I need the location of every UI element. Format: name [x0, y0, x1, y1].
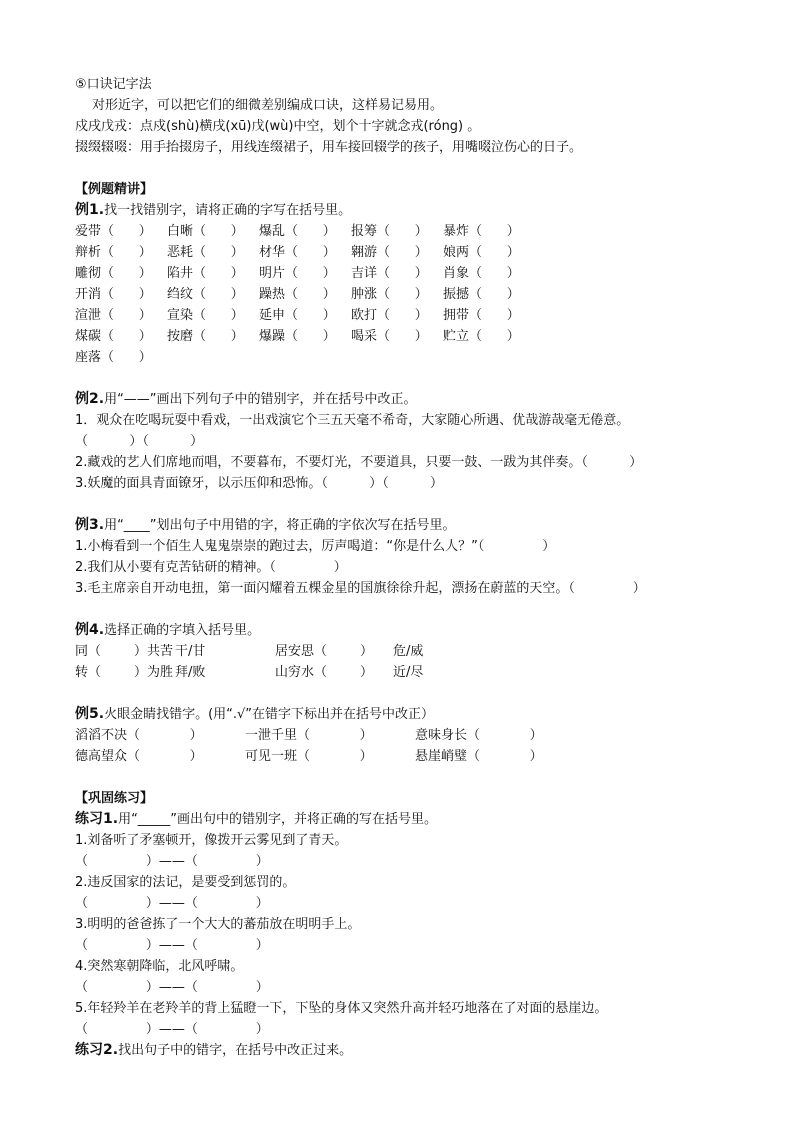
example-5-row: 滔滔不决（ ） 一泄千里（ ） 意味身长（ ）: [75, 728, 543, 743]
example-1-cell: 宣染（ ）: [167, 308, 244, 323]
example-3-prompt: 例3.用“____”划出句子中用错的字，将正确的字依次写在括号里。: [75, 517, 456, 533]
practice-1-sentence: 2.违反国家的法记，是要受到惩罚的。: [75, 875, 296, 890]
example-4-row: 转（ ）为胜 拜/败 山穷水（ ） 近/尽: [75, 665, 424, 680]
example-1-cell: 明片（ ）: [259, 266, 336, 281]
practice-1-label: 练习1.: [75, 811, 119, 827]
example-3-sentence-3: 3.毛主席亲自开动电扭，第一面闪耀着五棵金星的国旗徐徐升起，漂扬在蔚蓝的天空。（ ）: [75, 581, 646, 596]
example-1-prompt: 例1.找一找错别字，请将正确的字写在括号里。: [75, 202, 352, 218]
example-1-cell: 陷井（ ）: [167, 266, 244, 281]
mnemonic-intro: 对形近字，可以把它们的细微差别编成口诀，这样易记易用。: [92, 98, 444, 113]
practice-heading: 【巩固练习】: [75, 791, 154, 806]
example-1-cell: 吉详（ ）: [351, 266, 428, 281]
example-1-cell: 座落（ ）: [75, 350, 152, 365]
example-1-cell: 白晰（ ）: [167, 224, 244, 239]
example-1-cell: 振撼（ ）: [443, 287, 520, 302]
example-1-cell: 报筹（ ）: [351, 224, 428, 239]
example-1-cell: 爱带（ ）: [75, 224, 152, 239]
example-4-prompt: 例4.选择正确的字填入括号里。: [75, 622, 261, 638]
example-1-label: 例1.: [75, 202, 105, 218]
practice-1-sentence: 3.明明的爸爸拣了一个大大的蕃茄放在明明手上。: [75, 917, 361, 932]
practice-1-answer: （ ）——（ ）: [75, 1022, 269, 1037]
example-3-label: 例3.: [75, 517, 105, 533]
example-2-sentence-2: 2.藏戏的艺人们席地而唱，不要暮布，不要灯光，不要道具，只要一鼓、一跋为其伴奏。（ ）: [75, 455, 643, 470]
example-1-cell: 绉纹（ ）: [167, 287, 244, 302]
example-1-cell: 喝采（ ）: [351, 329, 428, 344]
example-4-row: 同（ ）共苦 干/甘 居安思（ ） 危/威: [75, 644, 424, 659]
example-1-cell: 暴炸（ ）: [443, 224, 520, 239]
practice-2-prompt: 练习2.找出句子中的错字，在括号中改正过来。: [75, 1042, 353, 1058]
worksheet-page: [75, 74, 735, 1061]
example-1-cell: 辩析（ ）: [75, 245, 152, 260]
example-1-cell: 爆躁（ ）: [259, 329, 336, 344]
example-1-cell: 煤碳（ ）: [75, 329, 152, 344]
example-1-cell: 爆乱（ ）: [259, 224, 336, 239]
practice-2-label: 练习2.: [75, 1042, 119, 1058]
example-1-row: [75, 263, 735, 284]
example-1-row: [75, 305, 735, 326]
example-1-row: [75, 347, 735, 368]
example-1-cell: 材华（ ）: [259, 245, 336, 260]
mnemonic-rule-1: 戍戌戊戎：点戍(shù)横戌(xū)戊(wù)中空，划个十字就念戎(róng) 。: [75, 119, 481, 134]
example-1-cell: 娘两（ ）: [443, 245, 520, 260]
mnemonic-title: ⑤口诀记字法: [75, 77, 152, 92]
practice-1-answer: （ ）——（ ）: [75, 938, 269, 953]
practice-1-answer: （ ）——（ ）: [75, 896, 269, 911]
practice-1-prompt: 练习1.用“_____”画出句中的错别字，并将正确的写在括号里。: [75, 811, 438, 827]
example-1-cell: 欧打（ ）: [351, 308, 428, 323]
example-5-label: 例5.: [75, 706, 105, 722]
example-1-cell: 渲泄（ ）: [75, 308, 152, 323]
example-3-sentence-1: 1.小梅看到一个佰生人鬼鬼崇崇的跑过去，厉声喝道：“你是什么人？”（ ）: [75, 539, 556, 554]
practice-1-sentence: 5.年轻羚羊在老羚羊的背上猛瞪一下，下坠的身体又突然升高并轻巧地落在了对面的悬崖边。: [75, 1001, 608, 1016]
example-3-sentence-2: 2.我们从小要有克苦钻研的精神。（ ）: [75, 560, 347, 575]
example-1-cell: 开消（ ）: [75, 287, 152, 302]
example-1-cell: 按磨（ ）: [167, 329, 244, 344]
example-4-label: 例4.: [75, 622, 105, 638]
practice-1-sentence: 1.刘备听了矛塞顿开，像拨开云雾见到了青天。: [75, 833, 348, 848]
practice-1-answer: （ ）——（ ）: [75, 854, 269, 869]
examples-heading: 【例题精讲】: [75, 182, 154, 197]
example-5-prompt: 例5.火眼金睛找错字。(用“.√”在错字下标出并在括号中改正）: [75, 706, 435, 722]
example-5-row: 德高望众（ ） 可见一班（ ） 悬崖峭璧（ ）: [75, 749, 543, 764]
mnemonic-rule-2: 掇缀辍啜：用手抬掇房子，用线连缀裙子，用车接回辍学的孩子，用嘴啜泣伤心的日子。: [75, 140, 583, 155]
example-1-cell: 恶耗（ ）: [167, 245, 244, 260]
example-2-label: 例2.: [75, 391, 105, 407]
example-2-sentence-3: 3.妖魔的面具青面镣牙，以示压仰和恐怖。（ ）（ ）: [75, 476, 444, 491]
example-2-prompt: 例2.用“——”画出下列句子中的错别字，并在括号中改正。: [75, 391, 417, 407]
example-1-cell: 翱游（ ）: [351, 245, 428, 260]
example-1-row: [75, 326, 735, 347]
practice-1-sentence: 4.突然寒朝降临，北风呼啸。: [75, 959, 244, 974]
example-1-cell: 雕彻（ ）: [75, 266, 152, 281]
practice-1-answer: （ ）——（ ）: [75, 980, 269, 995]
example-1-cell: 延申（ ）: [259, 308, 336, 323]
example-1-row: [75, 221, 735, 242]
example-1-cell: 贮立（ ）: [443, 329, 520, 344]
example-2-answer-1: （ ）（ ）: [75, 434, 204, 449]
example-2-sentence-1: 1．观众在吃喝玩耍中看戏，一出戏演它个三五天毫不希奇，大家随心所遇、优哉游哉毫无倦意。: [75, 413, 630, 428]
example-1-row: [75, 242, 735, 263]
example-1-grid: [75, 221, 735, 368]
example-1-cell: 躁热（ ）: [259, 287, 336, 302]
example-1-cell: 拥带（ ）: [443, 308, 520, 323]
example-1-cell: 肖象（ ）: [443, 266, 520, 281]
example-1-cell: 肿涨（ ）: [351, 287, 428, 302]
example-1-row: [75, 284, 735, 305]
practice-1-items: [75, 830, 735, 1040]
